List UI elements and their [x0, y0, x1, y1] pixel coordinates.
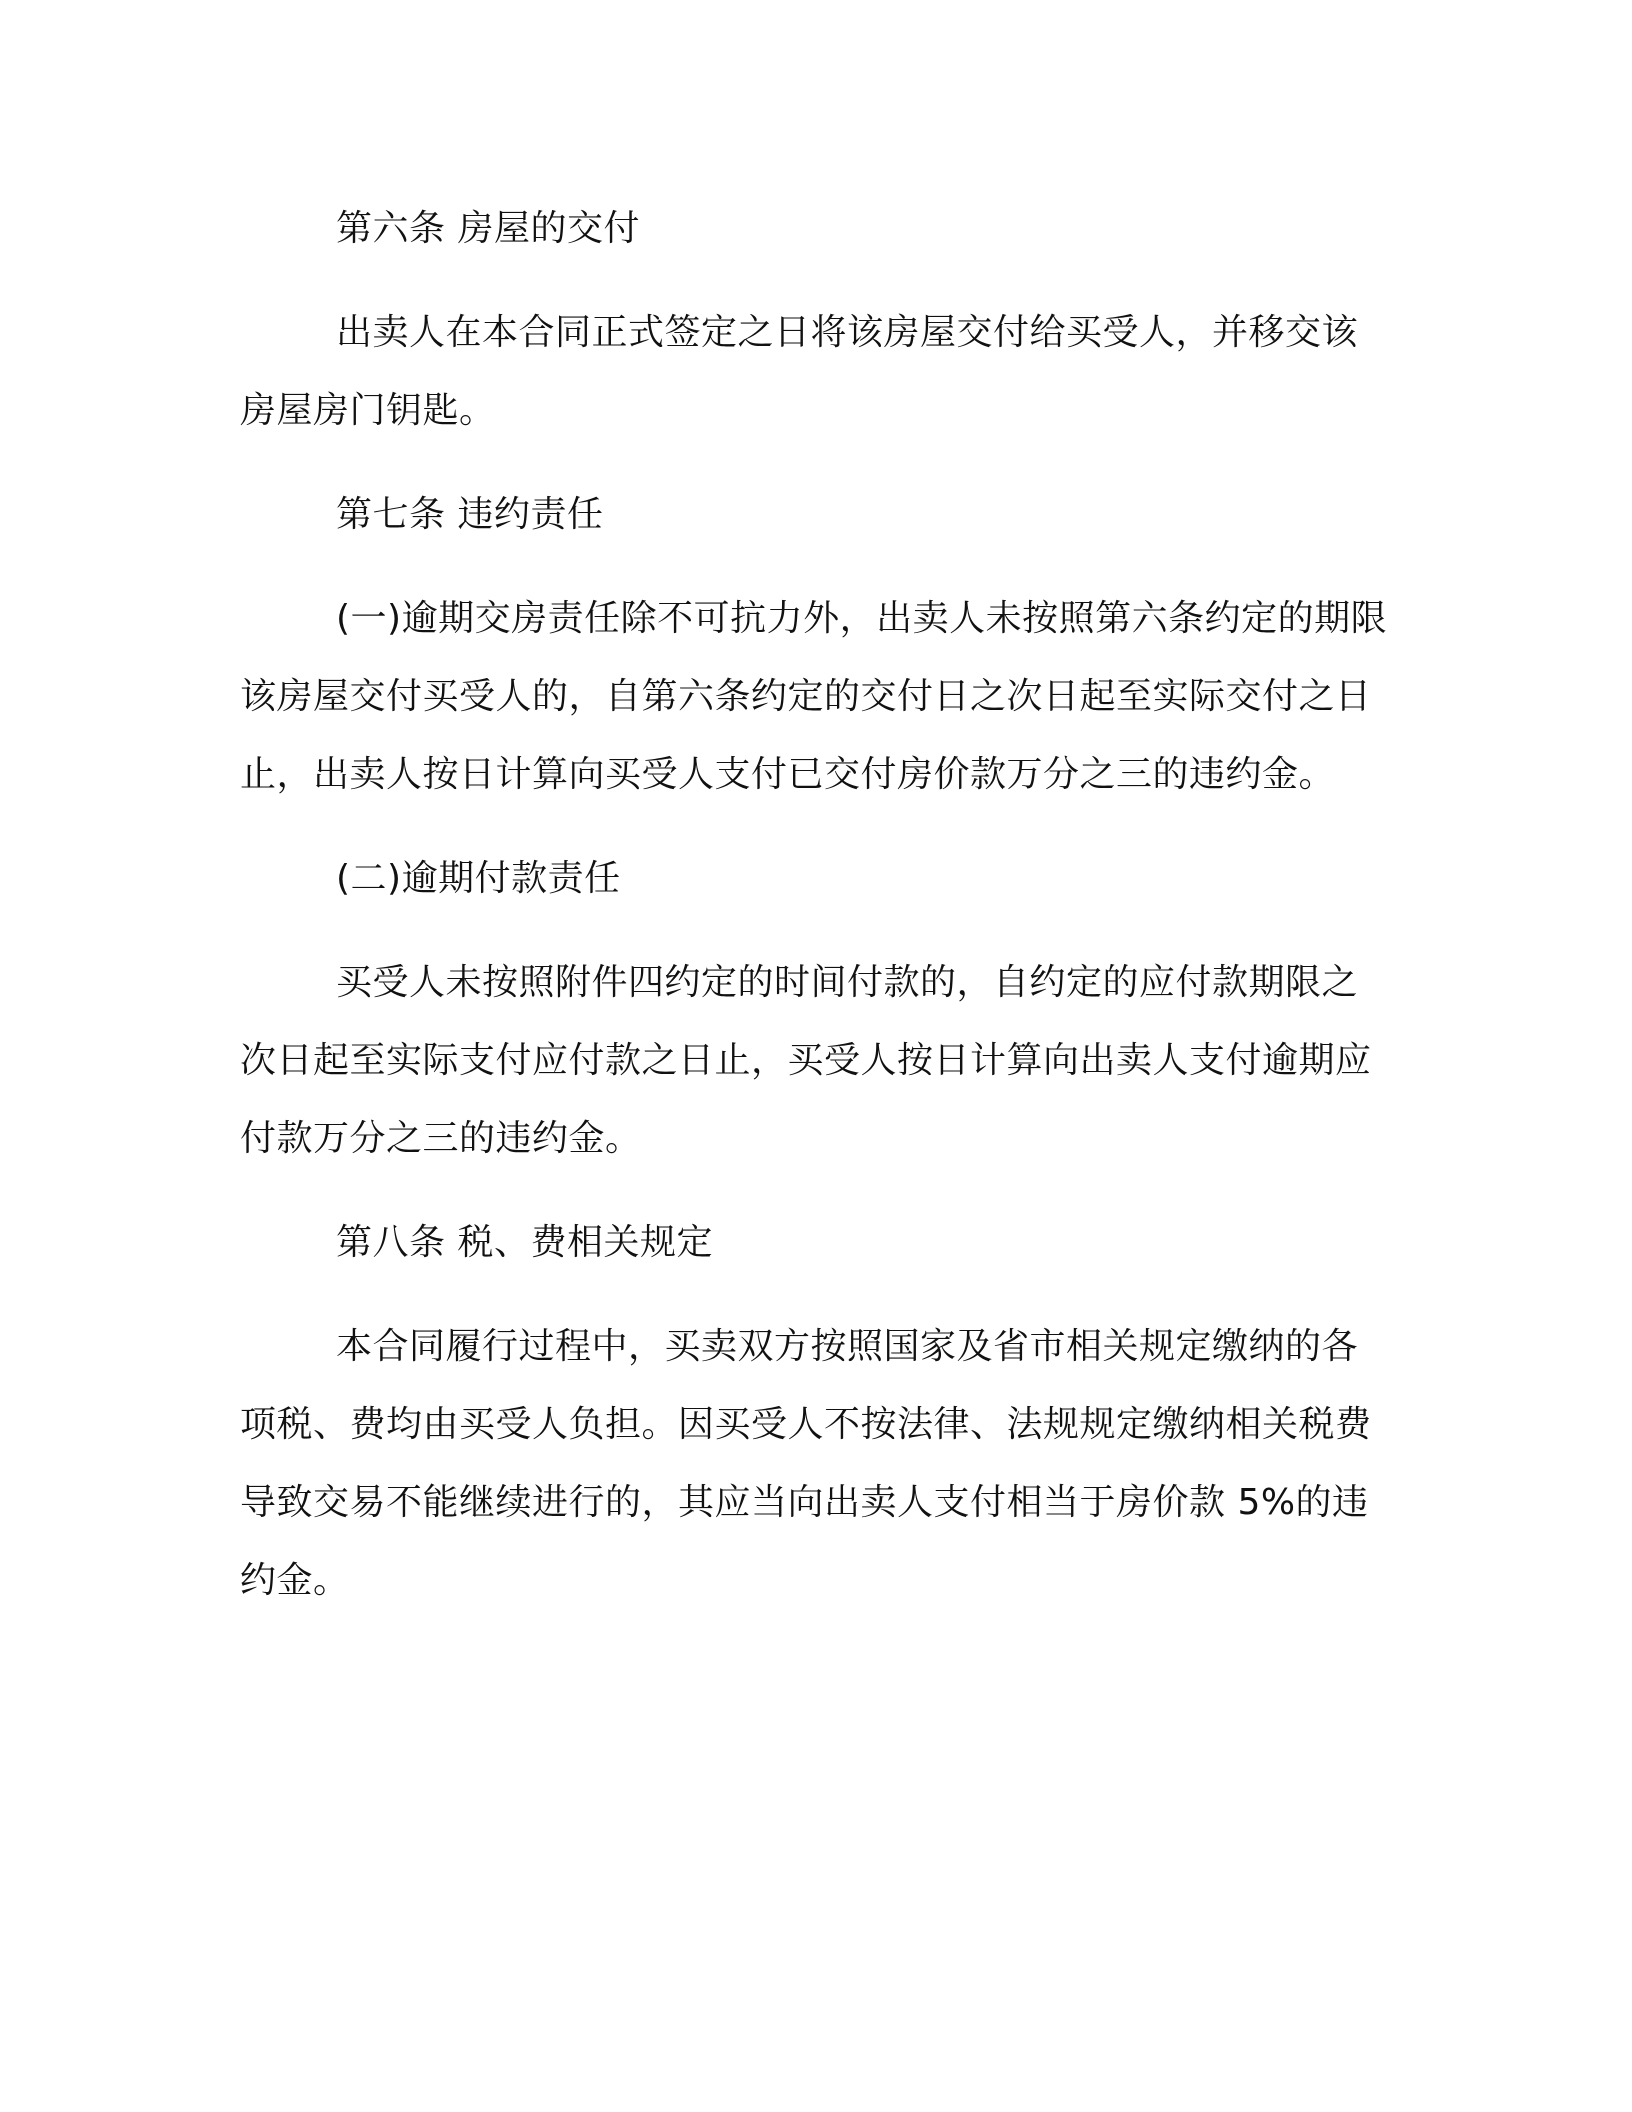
- article-6-heading: 第六条 房屋的交付: [336, 208, 640, 249]
- article-6-paragraph: 出卖人在本合同正式签定之日将该房屋交付给买受人，并移交该房屋房门钥匙。: [240, 312, 1359, 431]
- article-7-clause-1-paragraph: (一)逾期交房责任除不可抗力外，出卖人未按照第六条约定的期限该房屋交付买受人的，自第六条约定的交付日之次日起至实际交付之日止，出卖人按日计算向买受人支付已交付房价款万分之三的违约金。: [240, 598, 1388, 795]
- article-7-clause-2-paragraph: 买受人未按照附件四约定的时间付款的，自约定的应付款期限之次日起至实际支付应付款之日止，买受人按日计算向出卖人支付逾期应付款万分之三的违约金。: [240, 962, 1372, 1159]
- article-8-heading: 第八条 税、费相关规定: [336, 1222, 713, 1263]
- article-7-heading: 第七条 违约责任: [336, 494, 604, 535]
- article-8-paragraph: 本合同履行过程中，买卖双方按照国家及省市相关规定缴纳的各项税、费均由买受人负担。因买受人不按法律、法规规定缴纳相关税费导致交易不能继续进行的，其应当向出卖人支付相当于房价款 5%的违约金。: [240, 1326, 1372, 1601]
- document-body: [240, 190, 1390, 1646]
- article-7-clause-2-heading: (二)逾期付款责任: [336, 858, 621, 899]
